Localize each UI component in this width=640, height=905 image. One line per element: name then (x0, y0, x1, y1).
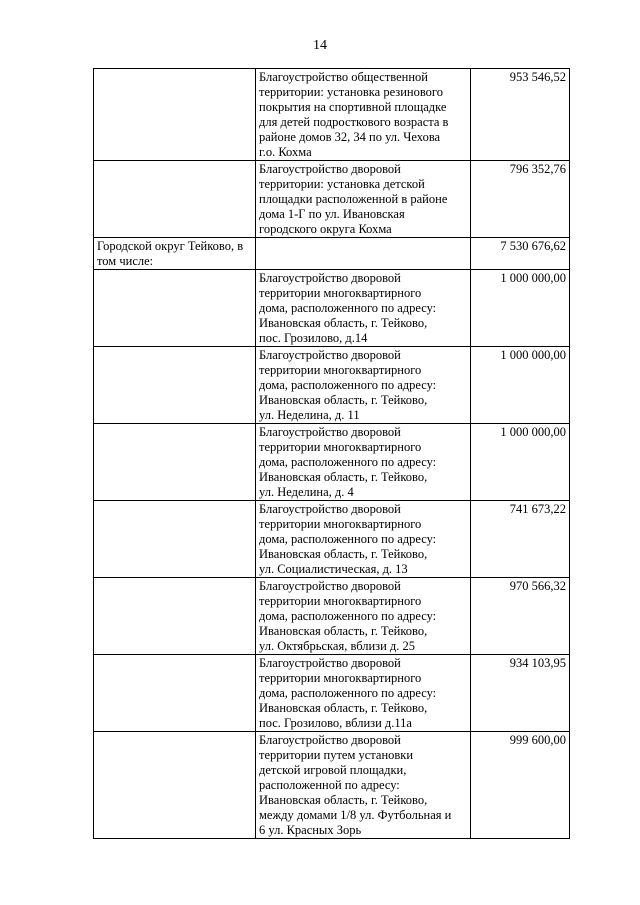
description-line: Благоустройство дворовой (259, 733, 401, 747)
description-line: 6 ул. Красных Зорь (259, 823, 362, 837)
municipality-line: Городской округ Тейково, в (97, 239, 244, 253)
table-row (94, 578, 570, 655)
table-row (94, 732, 570, 839)
municipality-cell (94, 655, 256, 732)
description-line: Ивановская область, г. Тейково, (259, 701, 428, 715)
description-line: ул. Социалистическая, д. 13 (259, 562, 408, 576)
description-cell (256, 501, 471, 578)
amount-cell: 953 546,52 (471, 69, 570, 161)
description-line: ул. Октябрьская, вблизи д. 25 (259, 639, 416, 653)
description-line: Благоустройство общественной (259, 70, 428, 84)
amount-cell: 741 673,22 (471, 501, 570, 578)
description-line: Благоустройство дворовой (259, 348, 401, 362)
description-line: Ивановская область, г. Тейково, (259, 393, 428, 407)
amount-cell: 970 566,32 (471, 578, 570, 655)
description-line: территории путем установки (259, 748, 414, 762)
description-line: дома, расположенного по адресу: (259, 609, 437, 623)
funding-table (93, 68, 570, 839)
description-cell (256, 69, 471, 161)
description-line: дома, расположенного по адресу: (259, 532, 437, 546)
amount-cell: 7 530 676,62 (471, 238, 570, 270)
table-body (94, 69, 570, 839)
description-line: пос. Грозилово, вблизи д.11а (259, 716, 412, 730)
description-line: Ивановская область, г. Тейково, (259, 547, 428, 561)
amount-cell: 999 600,00 (471, 732, 570, 839)
municipality-cell (94, 347, 256, 424)
municipality-cell (94, 270, 256, 347)
description-line: территории многоквартирного (259, 363, 422, 377)
description-line: территории многоквартирного (259, 286, 422, 300)
description-cell (256, 655, 471, 732)
amount-cell: 1 000 000,00 (471, 424, 570, 501)
municipality-line: том числе: (97, 254, 154, 268)
description-cell (256, 270, 471, 347)
municipality-cell (94, 501, 256, 578)
description-line: Благоустройство дворовой (259, 502, 401, 516)
description-line: территории: установка детской (259, 177, 425, 191)
page-number: 14 (313, 38, 327, 53)
description-line: районе домов 32, 34 по ул. Чехова (259, 130, 441, 144)
description-line: Ивановская область, г. Тейково, (259, 470, 428, 484)
description-line: ул. Неделина, д. 4 (259, 485, 354, 499)
amount-cell: 796 352,76 (471, 161, 570, 238)
description-line: ул. Неделина, д. 11 (259, 408, 360, 422)
amount-cell: 934 103,95 (471, 655, 570, 732)
description-line: Благоустройство дворовой (259, 425, 401, 439)
description-line: покрытия на спортивной площадке (259, 100, 447, 114)
description-line: детской игровой площадки, (259, 763, 407, 777)
description-line: территории многоквартирного (259, 671, 422, 685)
municipality-cell (94, 578, 256, 655)
description-line: Благоустройство дворовой (259, 579, 401, 593)
description-line: площадки расположенной в районе (259, 192, 448, 206)
description-cell (256, 347, 471, 424)
table-row (94, 270, 570, 347)
description-cell (256, 424, 471, 501)
description-line: Благоустройство дворовой (259, 271, 401, 285)
description-line: Ивановская область, г. Тейково, (259, 624, 428, 638)
table-row (94, 424, 570, 501)
description-line: расположенной по адресу: (259, 778, 400, 792)
table-row (94, 161, 570, 238)
table-row (94, 69, 570, 161)
municipality-cell (94, 69, 256, 161)
amount-cell: 1 000 000,00 (471, 347, 570, 424)
table-row (94, 347, 570, 424)
description-line: Ивановская область, г. Тейково, (259, 316, 428, 330)
description-line: дома, расположенного по адресу: (259, 455, 437, 469)
municipality-cell (94, 161, 256, 238)
description-cell (256, 238, 471, 270)
municipality-cell (94, 424, 256, 501)
description-line: территории: установка резинового (259, 85, 443, 99)
municipality-cell (94, 732, 256, 839)
description-line: Благоустройство дворовой (259, 162, 401, 176)
table-row (94, 655, 570, 732)
description-line: дома, расположенного по адресу: (259, 301, 437, 315)
description-line: городского округа Кохма (259, 222, 392, 236)
description-line: для детей подросткового возраста в (259, 115, 449, 129)
municipality-cell (94, 238, 256, 270)
description-cell (256, 732, 471, 839)
description-line: Благоустройство дворовой (259, 656, 401, 670)
table-row (94, 238, 570, 270)
description-cell (256, 578, 471, 655)
description-line: дома, расположенного по адресу: (259, 686, 437, 700)
description-line: территории многоквартирного (259, 517, 422, 531)
description-line: пос. Грозилово, д.14 (259, 331, 368, 345)
description-line: Ивановская область, г. Тейково, (259, 793, 428, 807)
description-line: дома 1-Г по ул. Ивановская (259, 207, 405, 221)
description-cell (256, 161, 471, 238)
table-row (94, 501, 570, 578)
amount-cell: 1 000 000,00 (471, 270, 570, 347)
description-line: дома, расположенного по адресу: (259, 378, 437, 392)
description-line: между домами 1/8 ул. Футбольная и (259, 808, 452, 822)
description-line: г.о. Кохма (259, 145, 312, 159)
description-line: территории многоквартирного (259, 594, 422, 608)
description-line: территории многоквартирного (259, 440, 422, 454)
